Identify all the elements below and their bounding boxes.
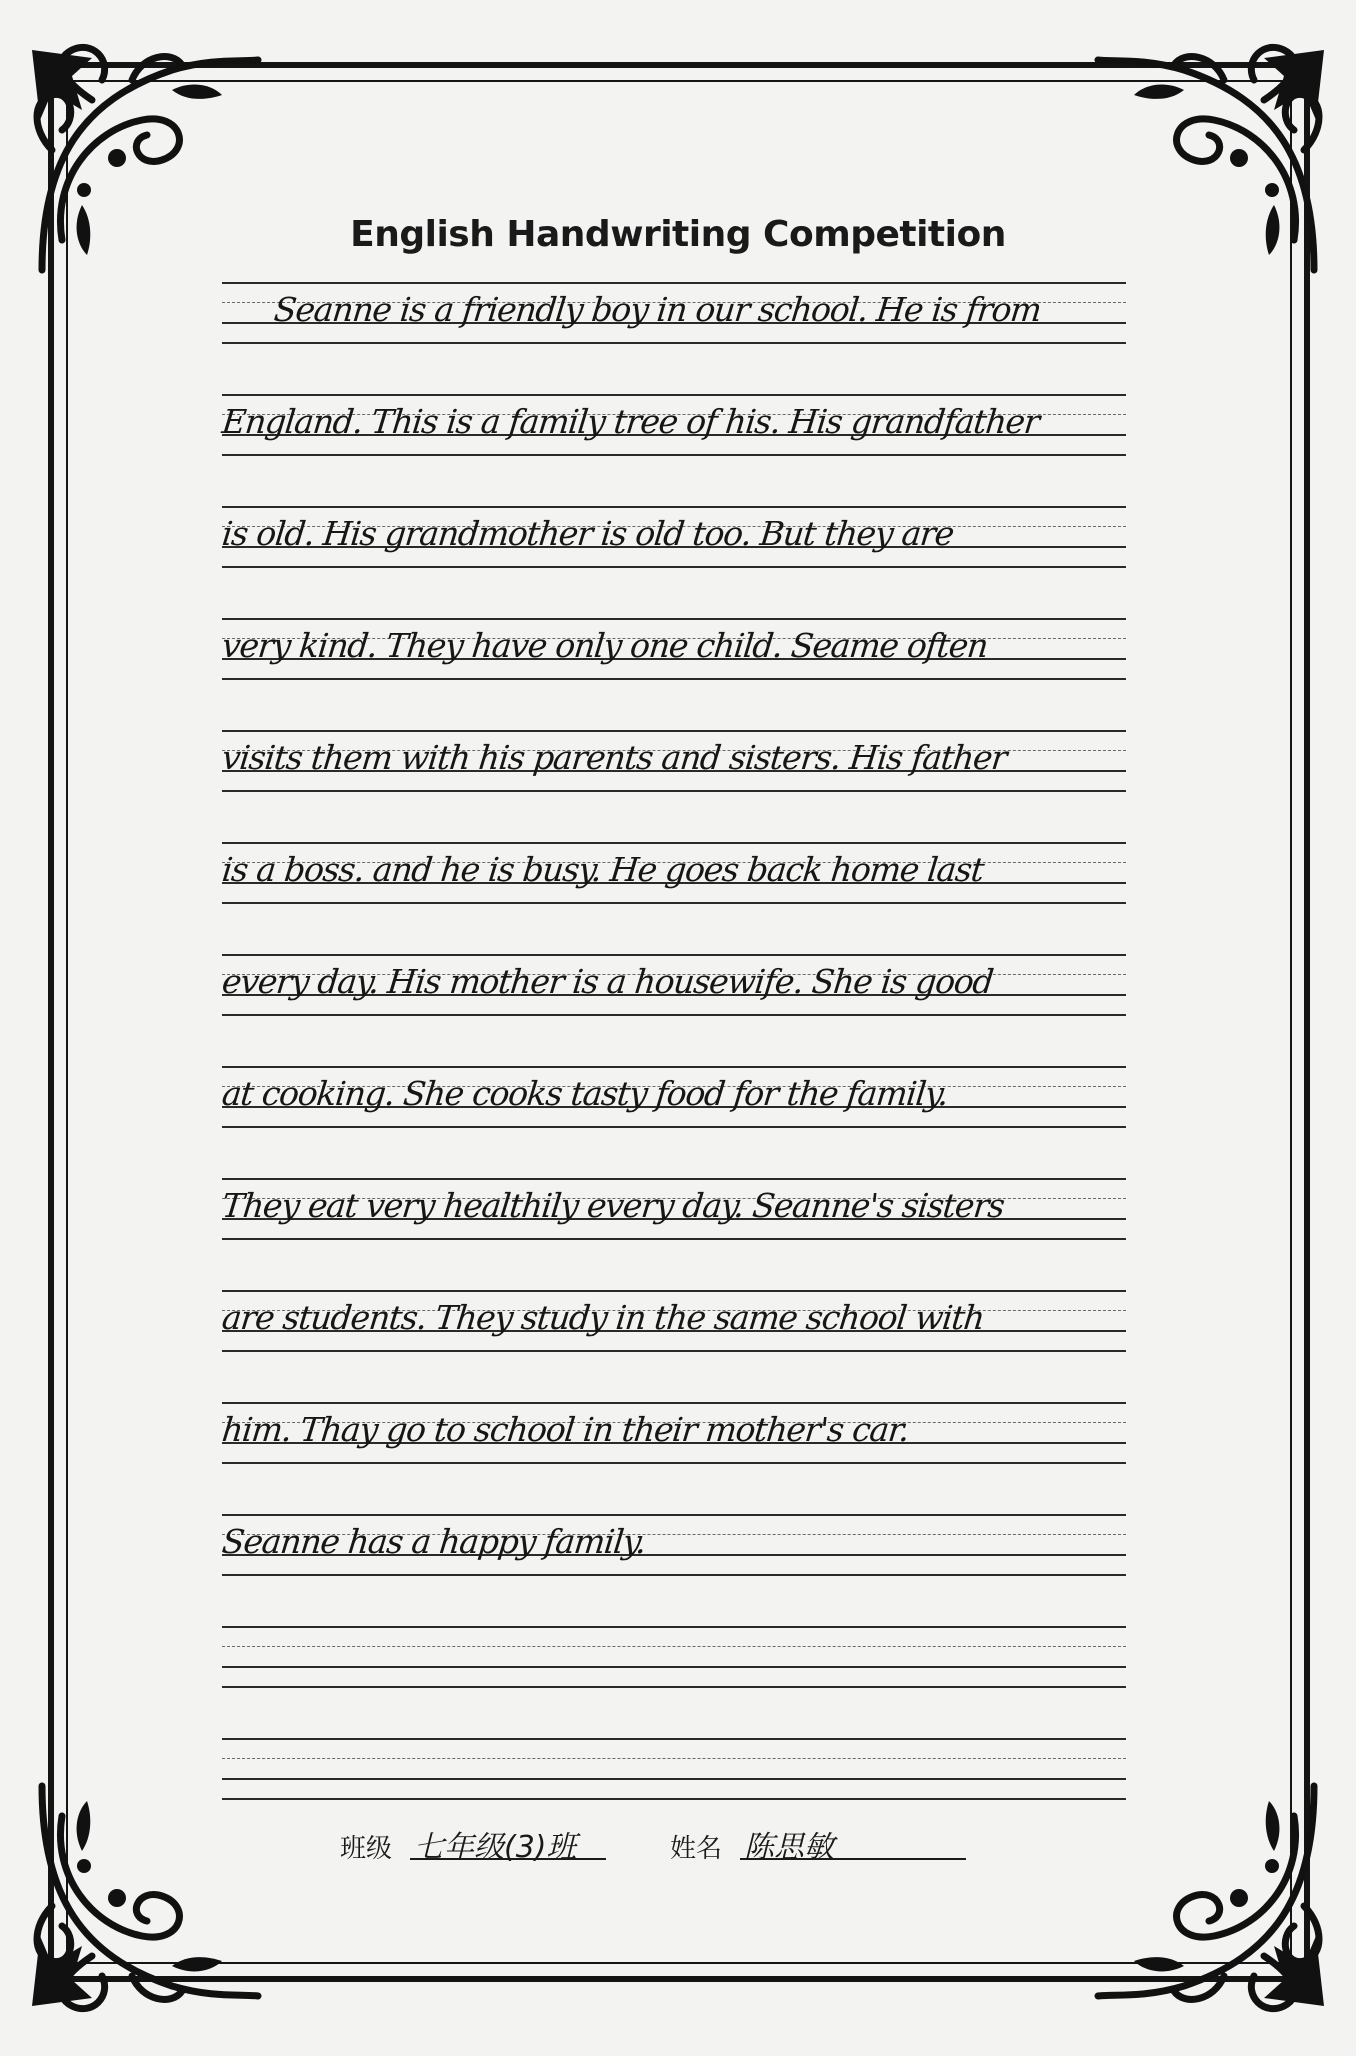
name-label: 姓名 (670, 1834, 723, 1864)
handwritten-line: They eat very healthily every day. Seanne's sisters (220, 1186, 1006, 1225)
writing-area (222, 272, 1126, 1840)
handwritten-line (219, 1626, 1159, 1686)
handwritten-line: is a boss. and he is busy. He goes back home last (220, 850, 986, 889)
handwritten-line: every day. His mother is a housewife. She is good (220, 962, 995, 1001)
writing-row (222, 1280, 1126, 1392)
handwritten-line: very kind. They have only one child. Seame often (220, 626, 990, 665)
writing-row (222, 384, 1126, 496)
writing-row (222, 1392, 1126, 1504)
writing-row (222, 272, 1126, 384)
handwritten-line: him. Thay go to school in their mother's car. (220, 1410, 911, 1449)
class-value: 七年级(3)班 (410, 1822, 606, 1860)
handwritten-line: Seanne has a happy family. (220, 1522, 648, 1561)
handwritten-line: Seanne is a friendly boy in our school. He is from (272, 290, 1043, 329)
page-title: English Handwriting Competition (350, 214, 1006, 255)
handwritten-line: is old. His grandmother is old too. But they are (220, 514, 956, 553)
writing-row (222, 944, 1126, 1056)
writing-row (222, 832, 1126, 944)
student-info (340, 1822, 1040, 1872)
class-label: 班级 (340, 1834, 393, 1864)
writing-row (222, 720, 1126, 832)
writing-row (222, 608, 1126, 720)
writing-row (222, 1504, 1126, 1616)
handwritten-line: visits them with his parents and sisters. His father (220, 738, 1009, 777)
handwritten-line (219, 1738, 1159, 1798)
writing-row (222, 496, 1126, 608)
writing-row (222, 1168, 1126, 1280)
handwritten-line: at cooking. She cooks tasty food for the family. (220, 1074, 950, 1113)
handwritten-line: England. This is a family tree of his. His grandfather (220, 402, 1041, 441)
writing-row (222, 1056, 1126, 1168)
handwritten-line: are students. They study in the same school with (220, 1298, 986, 1337)
writing-row (222, 1616, 1126, 1728)
name-value: 陈思敏 (740, 1822, 966, 1860)
